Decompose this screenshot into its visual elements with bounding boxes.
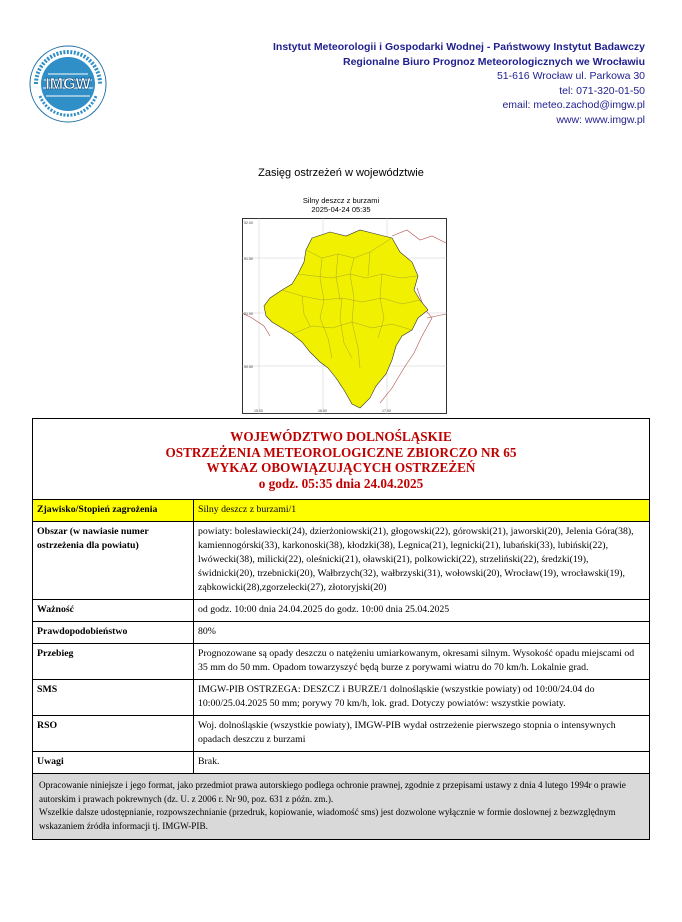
row-value: 80% — [194, 622, 650, 644]
row-value: od godz. 10:00 dnia 24.04.2025 do godz. 10:00 dnia 25.04.2025 — [194, 600, 650, 622]
warning-table — [33, 499, 649, 773]
institute-header — [205, 40, 645, 127]
warning-document — [32, 418, 650, 840]
distribution-notice: Wszelkie dalsze udostępnianie, rozpowszechnianie (przedruk, kopiowanie, wiadomość sms) jest dozwolone wyłącznie w formie doslownej z bezwzględnym wskazaniem źródła informacji tj. IMGW-PIB. — [39, 807, 616, 831]
institute-name: Instytut Meteorologii i Gospodarki Wodnej - Państwowy Instytut Badawczy — [272, 41, 645, 53]
table-row-rso — [33, 716, 649, 752]
table-row-remarks — [33, 752, 649, 774]
row-key: Prawdopodobieństwo — [33, 622, 194, 644]
email: email: meteo.zachod@imgw.pl — [502, 99, 645, 111]
copyright-footer — [33, 773, 649, 839]
row-value: Silny deszcz z burzami/1 — [194, 500, 650, 522]
svg-text:16.00: 16.00 — [318, 409, 327, 413]
warning-map — [242, 218, 447, 414]
map-timestamp: 2025-04-24 05:35 — [311, 205, 371, 214]
row-key: Obszar (w nawiasie numer ostrzeżenia dla powiatu) — [33, 522, 194, 600]
website: www: www.imgw.pl — [556, 113, 645, 126]
row-key: Uwagi — [33, 752, 194, 774]
table-row-area — [33, 522, 649, 600]
row-key: RSO — [33, 716, 194, 752]
table-row-phenomenon — [33, 500, 649, 522]
warning-header — [33, 419, 649, 499]
logo-text: IMGW — [45, 76, 91, 93]
row-value: powiaty: bolesławiecki(24), dzierżoniowski(21), głogowski(22), górowski(21), jaworski(20), Jelenia Góra(38), kamiennogórski(33), karkonoski(38), kłodzki(38), Legnica(21), legnicki(21), lubański(33), lubiński(22), lwówecki(38), milicki(22), oleśnicki(21), oławski(21), polkowicki(22), strzeliński(22), średzki(19), świdnicki(20), trzebnicki(20), Wałbrzych(32), wałbrzyski(31), wołowski(20), Wrocław(19), wrocławski(19), ząbkowicki(28),zgorzelecki(27), złotoryjski(20) — [194, 522, 650, 600]
row-key: Ważność — [33, 600, 194, 622]
row-value: IMGW-PIB OSTRZEGA: DESZCZ i BURZE/1 dolnośląskie (wszystkie powiaty) od 10:00/24.04 do 10:00/25.04.2025 50 mm; porywy 70 km/h, lok. grad. Dotyczy powiatów: wszystkie powiaty. — [194, 680, 650, 716]
svg-text:50.50: 50.50 — [244, 365, 253, 369]
warning-issue-time: o godz. 05:35 dnia 24.04.2025 — [258, 475, 424, 491]
row-key: SMS — [33, 680, 194, 716]
map-subtitle — [0, 196, 682, 214]
warning-list-title: WYKAZ OBOWIĄZUJĄCYCH OSTRZEŻEŃ — [206, 460, 476, 475]
table-row-sms — [33, 680, 649, 716]
svg-text:15.00: 15.00 — [254, 409, 263, 413]
row-value: Prognozowane są opady deszczu o natężeniu umiarkowanym, okresami silnym. Wysokość opadu miejscami od 35 mm do 50 mm. Opadom towarzyszyć będą burze z porywami wiatru do 70 km/h. Lokalnie grad. — [194, 644, 650, 680]
table-row-probability — [33, 622, 649, 644]
map-title: Zasięg ostrzeżeń w województwie — [258, 167, 424, 179]
regional-office: Regionalne Biuro Prognoz Meteorologicznych we Wrocławiu — [342, 55, 645, 68]
table-row-course — [33, 644, 649, 680]
phone: tel: 071-320-01-50 — [559, 84, 645, 97]
map-phenomenon: Silny deszcz z burzami — [302, 196, 380, 205]
row-value: Woj. dolnośląskie (wszystkie powiaty), IMGW-PIB wydał ostrzeżenie pierwszego stopnia o intensywnych opadach deszczu z burzami — [194, 716, 650, 752]
svg-text:51.00: 51.00 — [244, 312, 253, 316]
svg-text:17.00: 17.00 — [382, 409, 391, 413]
voivodeship-title: WOJEWÓDZTWO DOLNOŚLĄSKIE — [230, 429, 452, 444]
row-key: Przebieg — [33, 644, 194, 680]
warning-number: OSTRZEŻENIA METEOROLOGICZNE ZBIORCZO NR 65 — [165, 444, 517, 460]
address: 51-616 Wrocław ul. Parkowa 30 — [496, 70, 645, 82]
copyright-notice: Opracowanie niniejsze i jego format, jako przedmiot prawa autorskiego podlega ochronie prawnej, zgodnie z przepisami ustawy z dnia 4 lutego 1994r o prawie autorskim i prawach pokrewnych (dz. U. z 2006 r. Nr 90, poz. 631 z późn. zm.). — [39, 780, 626, 804]
table-row-validity — [33, 600, 649, 622]
svg-text:52.00: 52.00 — [244, 221, 253, 225]
row-key: Zjawisko/Stopień zagrożenia — [33, 500, 194, 522]
svg-text:51.50: 51.50 — [244, 257, 253, 261]
imgw-logo — [28, 44, 108, 124]
row-value: Brak. — [194, 752, 650, 774]
